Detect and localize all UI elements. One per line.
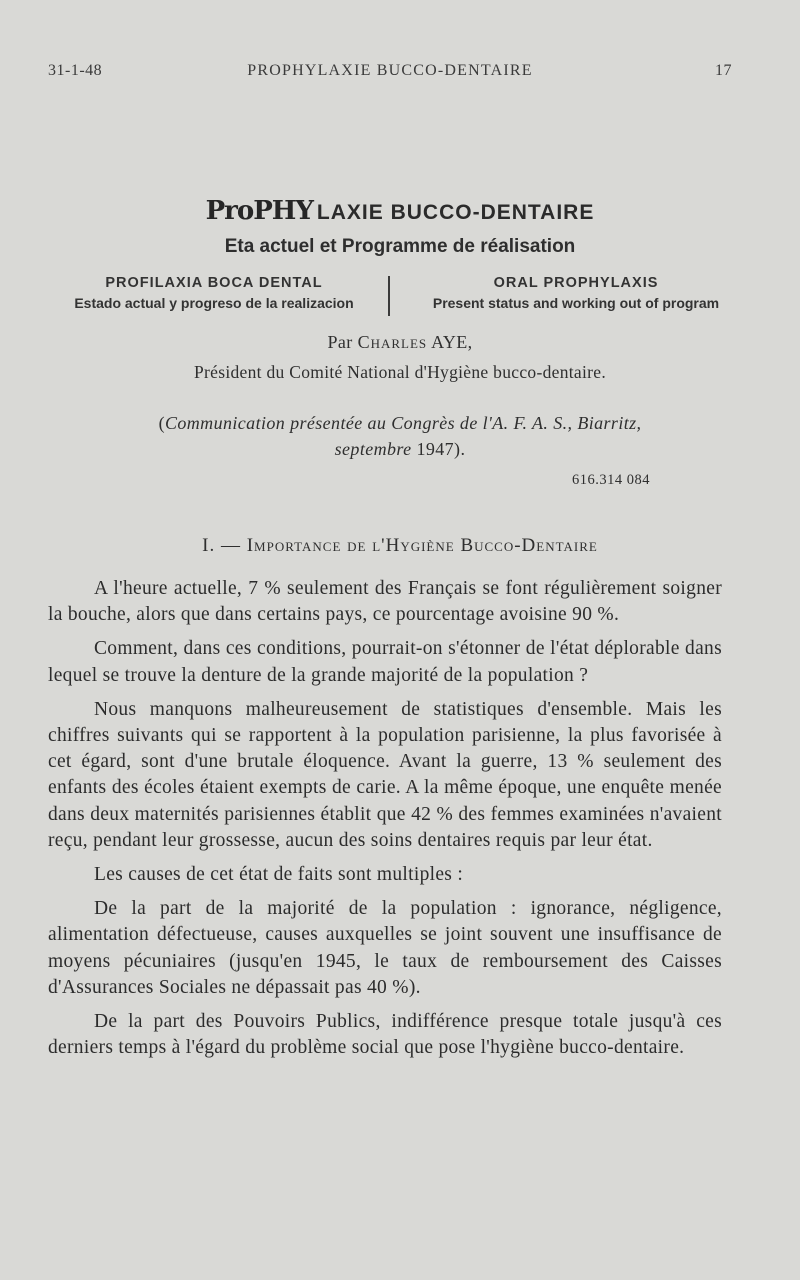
author-line [0, 332, 800, 353]
title-printed-rest: LAXIE BUCCO-DENTAIRE [316, 201, 595, 224]
spanish-heading: PROFILAXIA BOCA DENTAL [105, 275, 323, 291]
classification-code: 616.314 084 [572, 472, 650, 488]
section-number: I. — [202, 535, 241, 556]
author-par: Par [327, 332, 353, 352]
spanish-subheading: Estado actual y progreso de la realizacion [74, 295, 354, 311]
handwritten-title-prefix: ProPHY [205, 196, 313, 226]
header-date: 31-1-48 [48, 62, 103, 79]
communication-month: septembre [334, 439, 412, 459]
author-surname: AYE, [431, 332, 473, 352]
english-title-block [396, 273, 756, 313]
communication-note: (Communication présentée au Congrès de l'A. F. A. S., Biarritz, septembre 1947). [158, 413, 642, 459]
communication-line1: Communication présentée au Congrès de l'A. F. A. S., Biarritz, [164, 413, 642, 433]
english-heading: ORAL PROPHYLAXIS [493, 275, 659, 291]
spanish-title-block [40, 273, 388, 313]
paragraph: Nous manquons malheureusement de statistiques d'ensemble. Mais les chiffres suivants qui se rapportent à la population parisienne, la plus favorisée à cet égard, sont d'une brutale éloquence. Avant la guerre, 13 % seulement des enfants des écoles étaient exempts de carie. A la même époque, une enquête menée dans deux maternités parisiennes établit que 42 % des femmes examinées n'avaient reçu, pendant leur grossesse, aucun des soins dentaires requis par leur état. [48, 698, 722, 851]
author-role: Président du Comité National d'Hygiène bucco-dentaire. [193, 362, 607, 382]
section-heading [0, 535, 800, 557]
article-subtitle: Eta actuel et Programme de réalisation [224, 236, 576, 257]
paragraph: De la part des Pouvoirs Publics, indifférence presque totale jusqu'à ces derniers temps à l'égard du problème social que pose l'hygiène bucco-dentaire. [48, 1011, 722, 1059]
article-title [0, 196, 800, 226]
english-subheading: Present status and working out of program [432, 295, 720, 311]
paragraph: De la part de la majorité de la population : ignorance, négligence, alimentation défectueuse, causes auxquelles se joint souvent une insuffisance de moyens pécuniaires (jusqu'en 1945, le taux de remboursement des Caisses d'Assurances Sociales ne dépassait pas 40 %). [48, 898, 722, 998]
header-running-title: PROPHYLAXIE BUCCO-DENTAIRE [247, 62, 533, 79]
author-firstname: Charles [357, 332, 428, 352]
paragraph: Comment, dans ces conditions, pourrait-on s'étonner de l'état déplorable dans lequel se trouve la denture de la grande majorité de la population ? [48, 638, 722, 686]
body-text [48, 576, 722, 1069]
page-number: 17 [715, 62, 732, 79]
paragraph: Les causes de cet état de faits sont multiples : [94, 864, 464, 886]
title-divider [388, 276, 390, 316]
communication-year: 1947). [416, 439, 466, 459]
section-title: Importance de l'Hygiène Bucco-Dentaire [246, 535, 598, 556]
paragraph: A l'heure actuelle, 7 % seulement des Français se font régulièrement soigner la bouche, alors que dans certains pays, ce pourcentage avoisine 90 %. [48, 578, 722, 626]
running-header [48, 62, 732, 86]
